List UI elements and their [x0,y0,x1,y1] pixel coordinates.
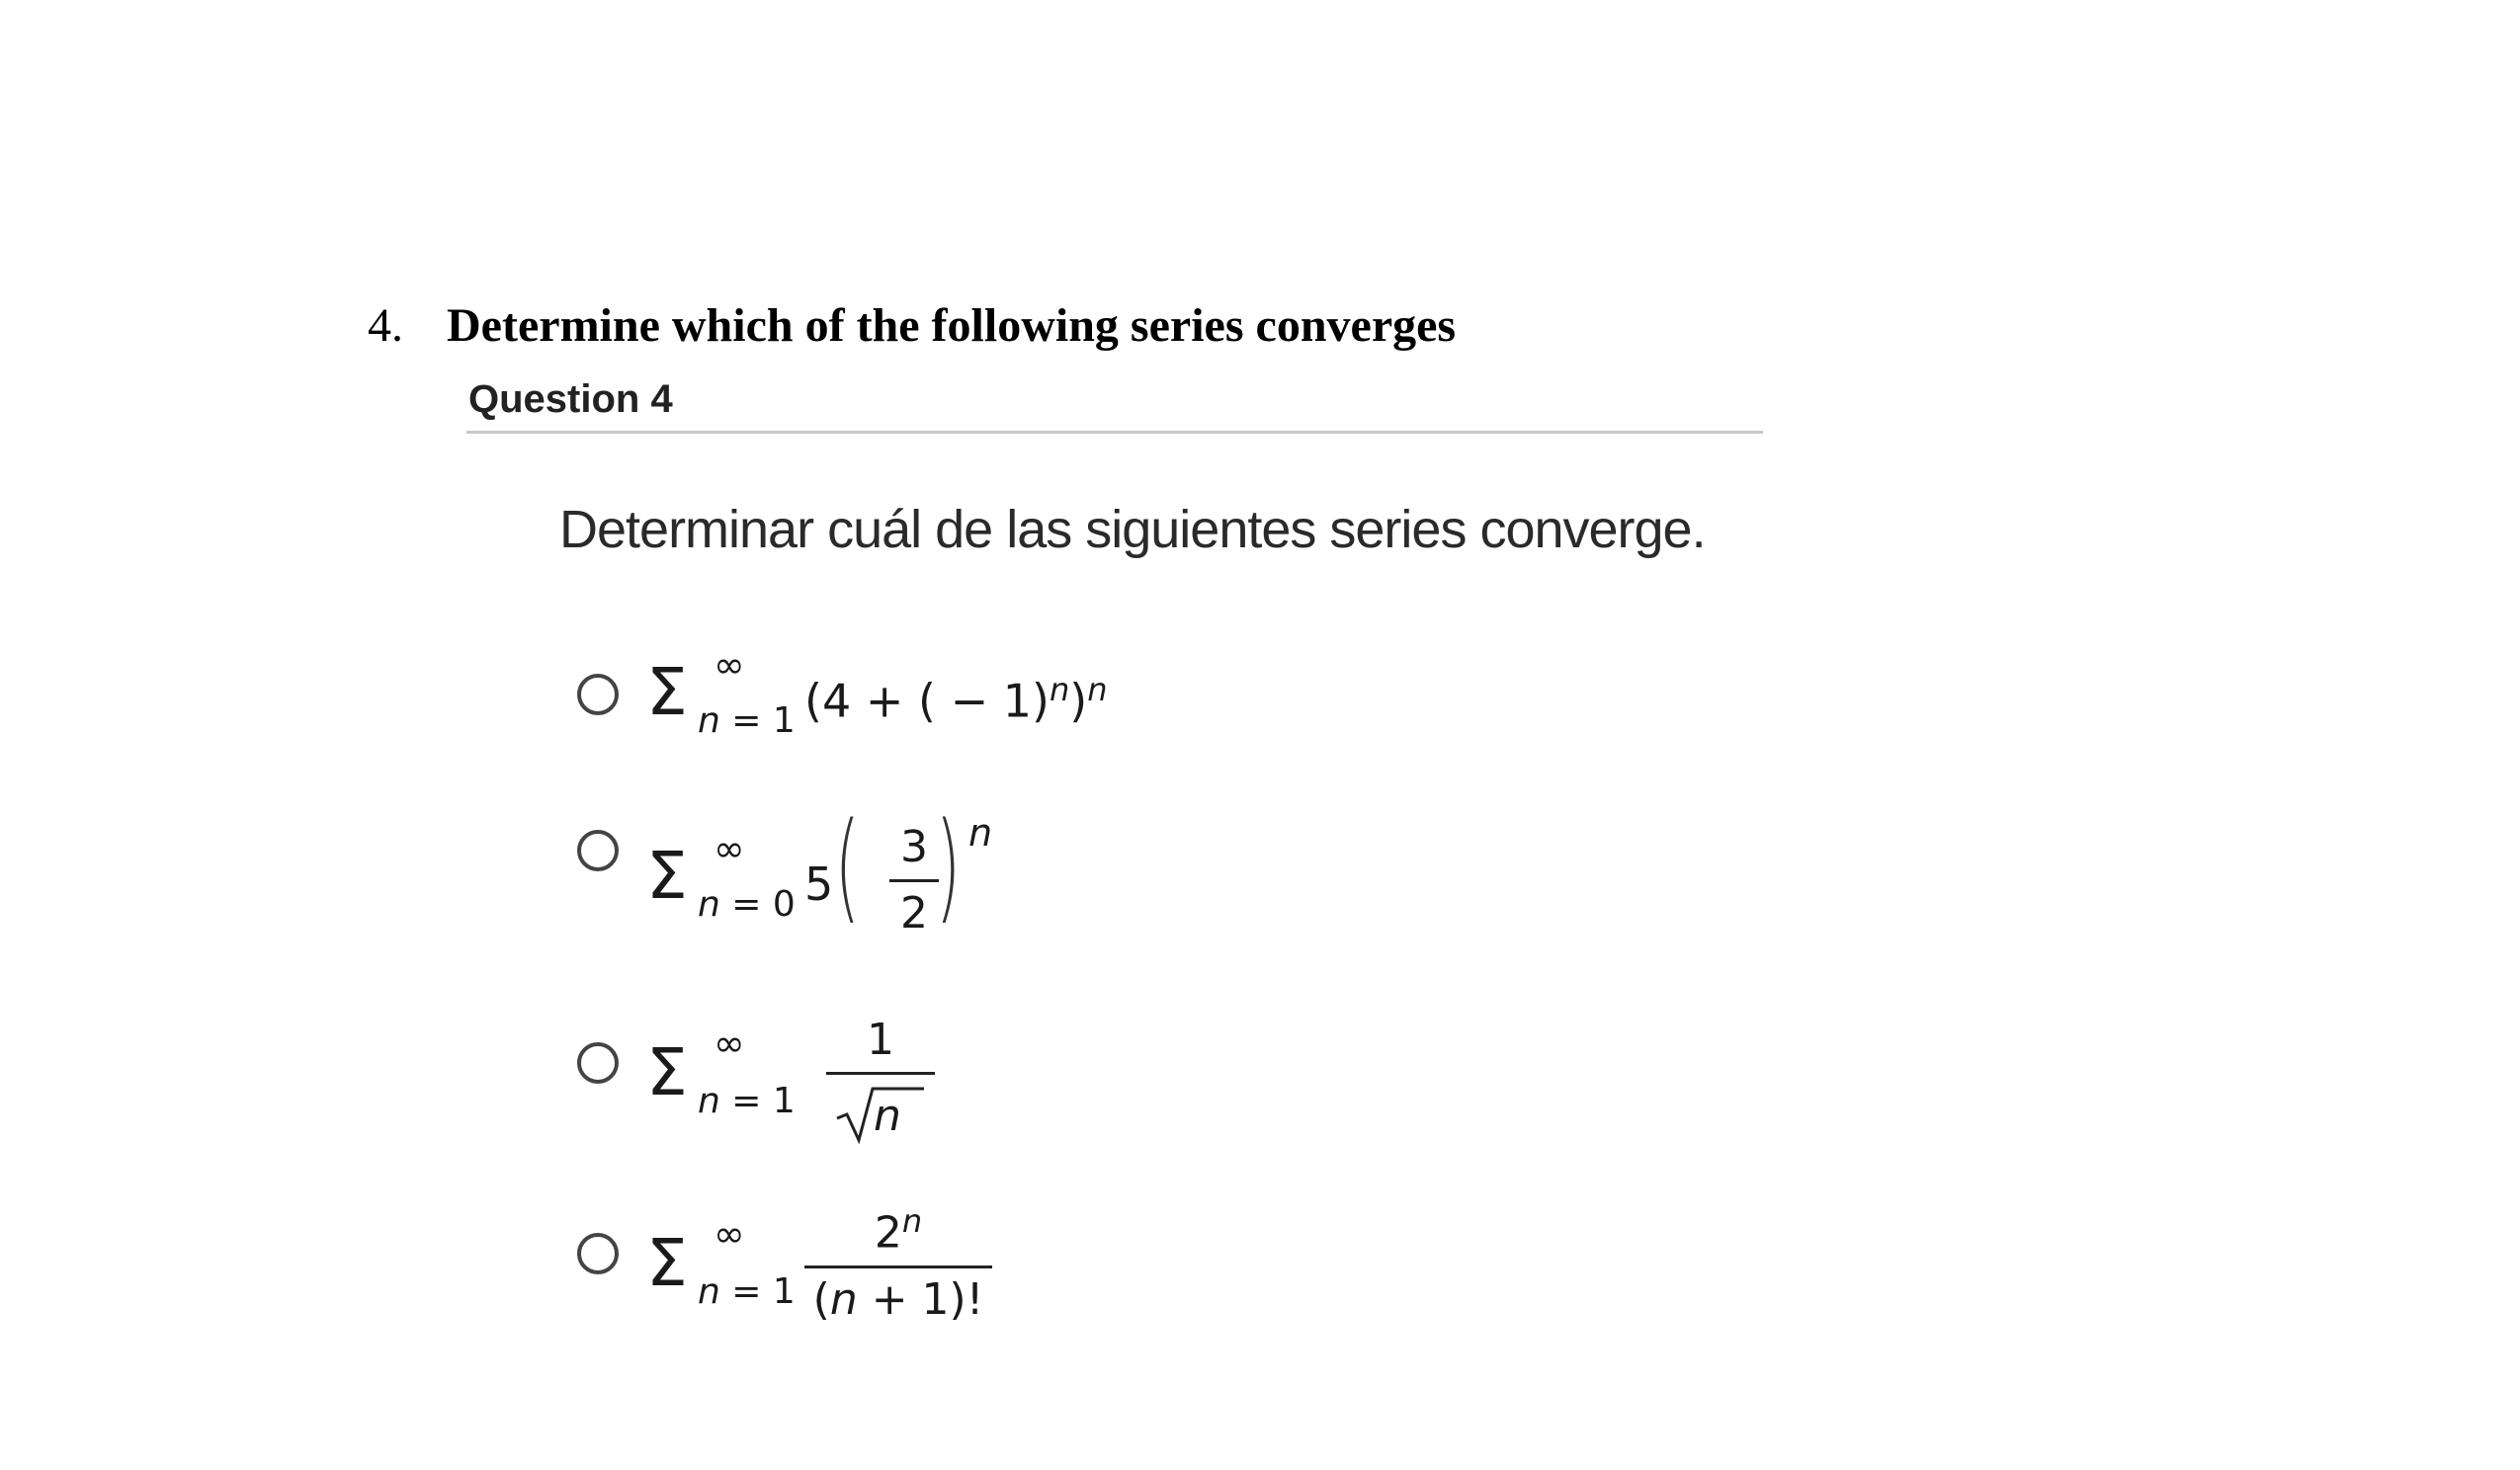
exponent: n [968,811,993,855]
left-parenthesis: ( [834,798,861,936]
lower-limit: n = 1 [698,700,796,741]
fraction [804,1202,992,1325]
question-title: Determine which of the following series converges [447,299,1457,352]
sigma-symbol: Σ [646,1225,688,1301]
upper-limit: ∞ [714,827,745,870]
denominator: (n + 1)! [812,1273,984,1325]
upper-limit: ∞ [714,1212,745,1256]
lower-limit: n = 1 [698,1081,796,1121]
fraction [889,822,939,939]
denominator: 2 [900,888,928,939]
numerator: 2$^n$ [874,1202,923,1259]
radio-button[interactable] [577,1042,619,1084]
upper-limit: ∞ [714,1021,745,1065]
lower-limit: n = 0 [698,884,796,925]
lower-limit: n = 1 [698,1271,796,1312]
panel-divider [466,431,1763,434]
upper-limit: ∞ [714,643,745,687]
question-number: 4. [368,299,403,352]
radio-button[interactable] [577,1233,619,1274]
series-term: (4 + ( − 1)$^n$)$^n$ [804,671,1108,728]
denominator [826,1085,935,1144]
numerator: 1 [867,1015,894,1065]
numerator: 3 [900,822,928,872]
radio-button[interactable] [577,674,619,715]
question-header [368,298,1456,353]
sigma-symbol: Σ [646,654,688,730]
radicand: n [874,1091,901,1141]
question-panel-label: Question 4 [468,377,673,421]
sigma-symbol: Σ [646,1034,688,1110]
fraction-bar [889,879,939,882]
radio-button[interactable] [577,830,619,871]
sigma-symbol: Σ [646,838,688,914]
question-prompt: Determinar cuál de las siguientes series converge. [559,500,1706,559]
fraction-bar [826,1072,935,1075]
right-parenthesis: ) [935,798,962,936]
fraction-bar [804,1266,992,1268]
coefficient: 5 [804,858,834,911]
fraction [826,1015,935,1144]
